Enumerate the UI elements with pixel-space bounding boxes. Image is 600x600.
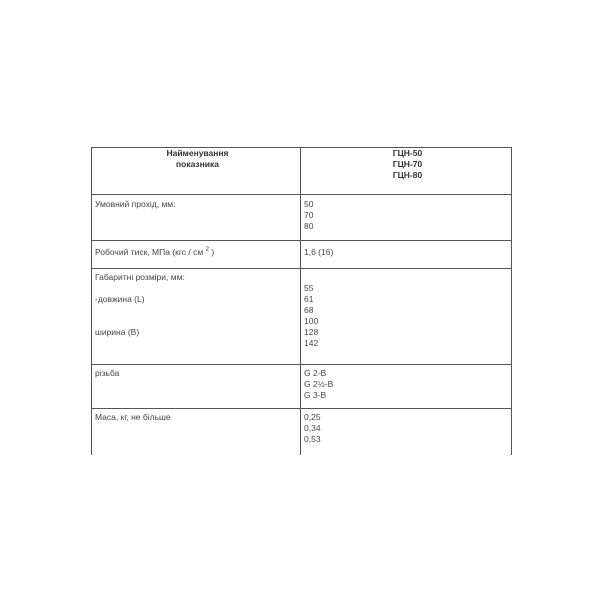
row-value-spacer <box>304 272 511 283</box>
row-label-text: Робочий тиск, МПа (кгс / см <box>95 247 204 257</box>
row-label: Умовний прохід, мм: <box>95 199 176 209</box>
row-value: 70 <box>304 210 314 220</box>
row-value: 100 <box>304 316 319 326</box>
row-label-suffix: ) <box>211 247 215 257</box>
row-value: 68 <box>304 305 314 315</box>
row-label: -довжина (L) <box>95 294 145 304</box>
row-value: 61 <box>304 294 314 304</box>
header-label-line: показника <box>176 159 219 169</box>
header-models-cell <box>301 148 512 195</box>
table-row-working-pressure <box>92 241 512 269</box>
row-value: 1,6 (16) <box>304 247 334 257</box>
row-value: G 2-B <box>304 368 327 378</box>
row-label-cell <box>92 269 301 365</box>
model-name: ГЦН-50 <box>392 148 423 158</box>
row-values-cell <box>301 269 512 365</box>
row-label: Маса, кг, не більше <box>95 412 171 422</box>
model-name: ГЦН-80 <box>392 170 423 180</box>
table-row-overall-dimensions <box>92 269 512 365</box>
row-label: Габаритні розміри, мм: <box>95 272 185 282</box>
row-label <box>95 247 300 258</box>
row-values-cell <box>301 195 512 241</box>
row-value: 50 <box>304 199 314 209</box>
row-label-cell <box>92 241 301 269</box>
row-values-cell <box>301 409 512 455</box>
row-label-spacer <box>95 316 300 327</box>
row-value: 142 <box>304 338 319 348</box>
row-label: різьба <box>95 368 120 378</box>
table-row-nominal-bore <box>92 195 512 241</box>
row-label-cell <box>92 195 301 241</box>
row-label-spacer <box>95 305 300 316</box>
table-header-row <box>92 148 512 195</box>
row-label-cell <box>92 365 301 409</box>
row-value: 0,25 <box>304 412 321 422</box>
table-row-mass <box>92 409 512 455</box>
row-value: G 3-B <box>304 390 327 400</box>
spec-table <box>91 147 512 455</box>
model-name: ГЦН-70 <box>392 159 423 169</box>
row-value: 128 <box>304 327 319 337</box>
table-row-thread <box>92 365 512 409</box>
row-values-cell <box>301 241 512 269</box>
row-values-cell <box>301 365 512 409</box>
row-value: 0,34 <box>304 423 321 433</box>
header-parameter-cell <box>92 148 301 195</box>
row-label-spacer <box>95 283 300 294</box>
row-value: 80 <box>304 221 314 231</box>
header-label-line: Найменування <box>166 148 229 158</box>
superscript-exponent: 2 <box>205 247 209 254</box>
row-label-cell <box>92 409 301 455</box>
row-value: 0,53 <box>304 434 321 444</box>
row-value: G 2½-B <box>304 379 334 389</box>
row-value: 55 <box>304 283 314 293</box>
row-label: ширина (B) <box>95 327 140 337</box>
